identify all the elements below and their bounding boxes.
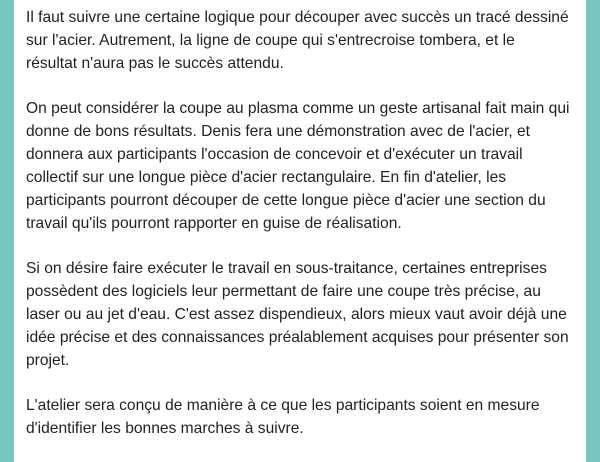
paragraph-logique: Il faut suivre une certaine logique pour découper avec succès un tracé dessiné sur l'acier. Autrement, la ligne de coupe qui s'entrecroise tombera, et le résultat n'aura pas le succès attendu. [26, 9, 569, 72]
paragraph-plasma: On peut considérer la coupe au plasma comme un geste artisanal fait main qui donne de bons résultats. Denis fera une démonstration avec de l'acier, et donnera aux participants l'occasion de concevoir et d'exécuter un travail collectif sur une longue pièce d'acier rectangulaire. En fin d'atelier, les participants pourront découper de cette longue pièce d'acier une section du travail qu'ils pourront rapporter en guise de réalisation. [26, 100, 570, 232]
paragraph-atelier: L'atelier sera conçu de manière à ce que les participants soient en mesure d'identifier les bonnes marches à suivre. [26, 397, 540, 437]
document-page [14, 0, 586, 462]
paragraph-sous-traitance: Si on désire faire exécuter le travail en sous-traitance, certaines entreprises possèdent des logiciels leur permettant de faire une coupe très précise, au laser ou au jet d'eau. C'est assez dispendieux, alors mieux vaut avoir déjà une idée précise et des connaissances préalablement acquises pour présenter son projet. [26, 260, 569, 369]
